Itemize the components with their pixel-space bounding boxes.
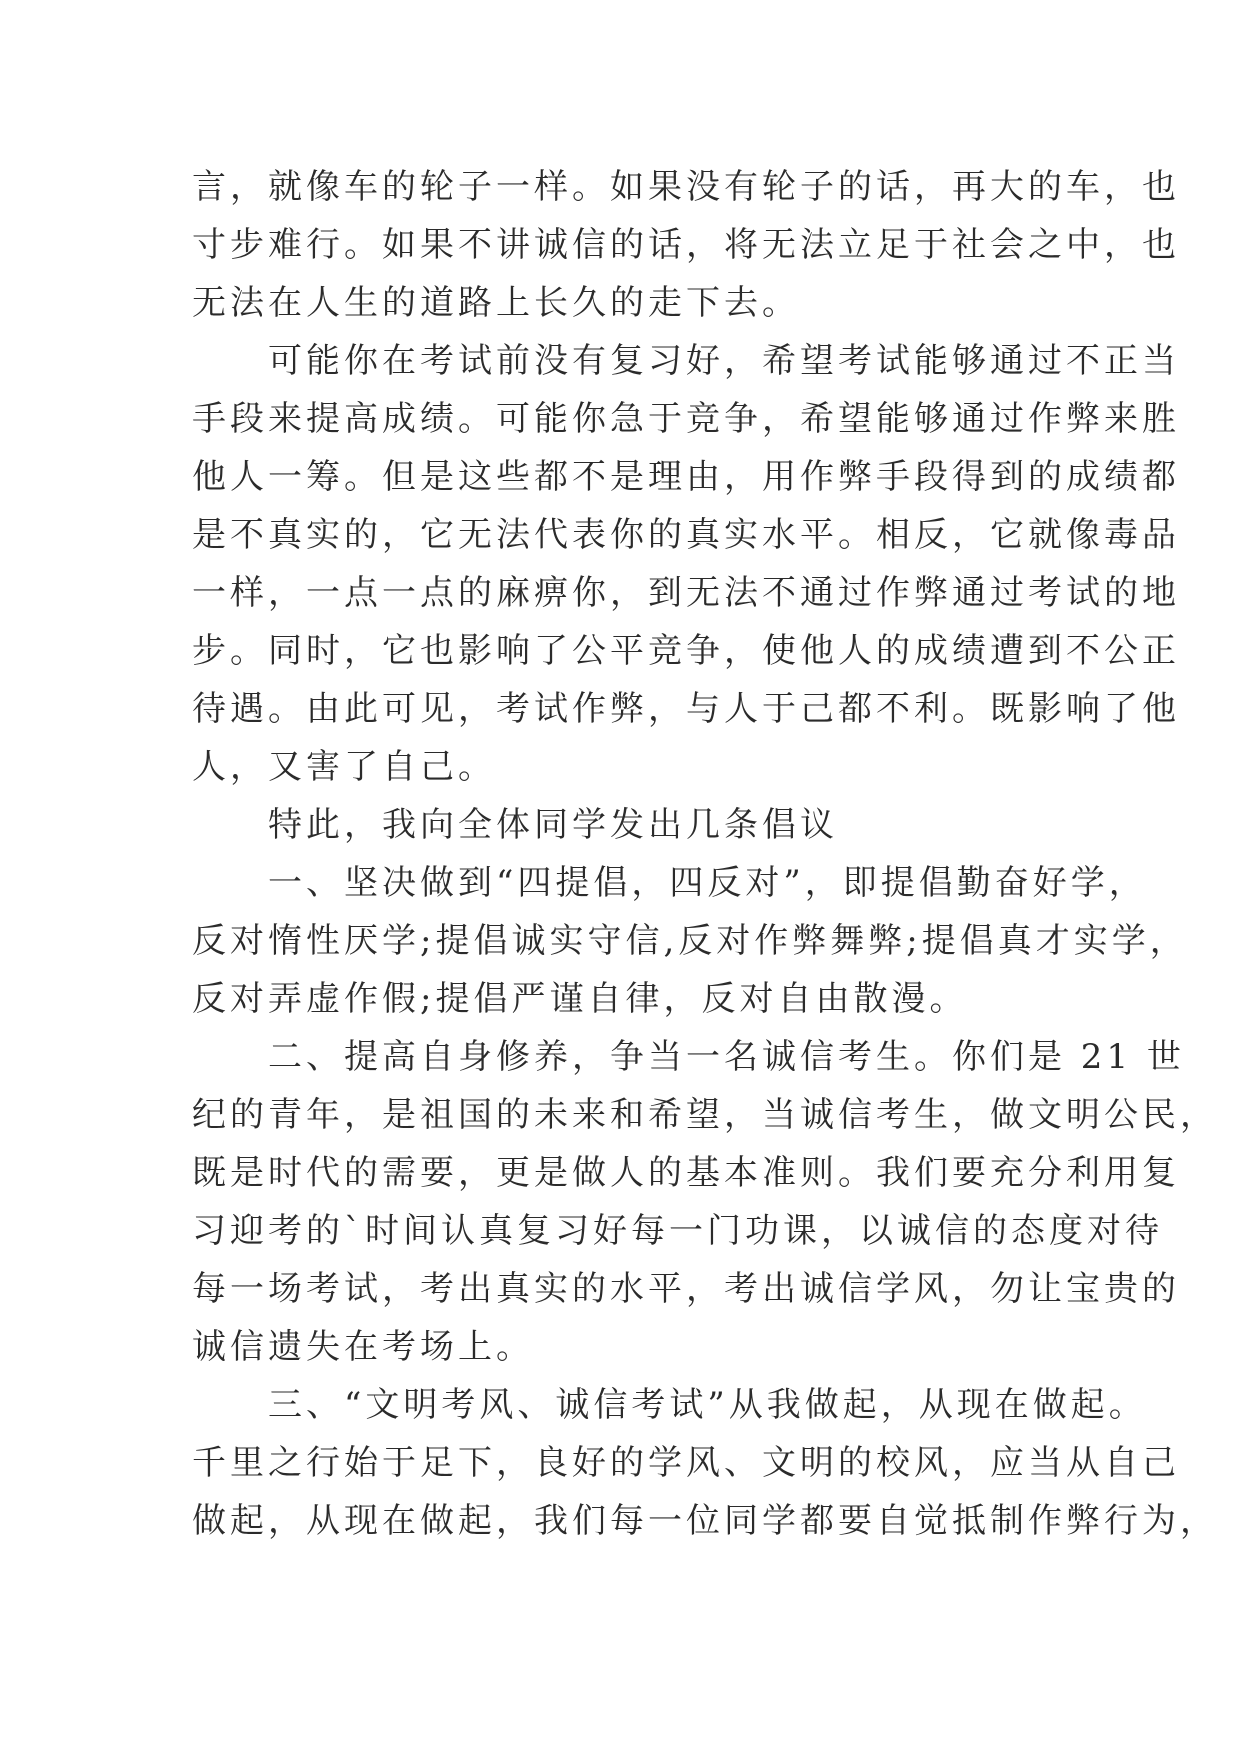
text-line: 待遇。由此可见，考试作弊，与人于己都不利。既影响了他 bbox=[192, 689, 1180, 729]
text-line: 特此，我向全体同学发出几条倡议 bbox=[268, 805, 838, 845]
text-line: 反对惰性厌学;提倡诚实守信,反对作弊舞弊;提倡真才实学， bbox=[192, 921, 1188, 961]
text-line: 可能你在考试前没有复习好，希望考试能够通过不正当 bbox=[268, 341, 1180, 381]
text-line: 手段来提高成绩。可能你急于竞争，希望能够通过作弊来胜 bbox=[192, 399, 1180, 439]
text-line: 步。同时，它也影响了公平竞争，使他人的成绩遭到不公正 bbox=[192, 631, 1180, 671]
text-line: 寸步难行。如果不讲诚信的话，将无法立足于社会之中，也 bbox=[192, 225, 1180, 265]
text-line: 是不真实的，它无法代表你的真实水平。相反，它就像毒品 bbox=[192, 515, 1180, 555]
text-line: 人，又害了自己。 bbox=[192, 747, 496, 787]
text-line: 三、“文明考风、诚信考试”从我做起，从现在做起。 bbox=[268, 1385, 1147, 1425]
text-line: 诚信遗失在考场上。 bbox=[192, 1327, 534, 1367]
text-line: 做起，从现在做起，我们每一位同学都要自觉抵制作弊行为， bbox=[192, 1501, 1218, 1541]
text-line: 一样，一点一点的麻痹你，到无法不通过作弊通过考试的地 bbox=[192, 573, 1180, 613]
text-line: 一、坚决做到“四提倡，四反对”，即提倡勤奋好学， bbox=[268, 863, 1147, 903]
text-line: 每一场考试，考出真实的水平，考出诚信学风，勿让宝贵的 bbox=[192, 1269, 1180, 1309]
text-line: 无法在人生的道路上长久的走下去。 bbox=[192, 283, 800, 323]
text-line: 反对弄虚作假;提倡严谨自律，反对自由散漫。 bbox=[192, 979, 968, 1019]
text-line: 二、提高自身修养，争当一名诚信考生。你们是 21 世 bbox=[268, 1037, 1185, 1077]
text-line: 纪的青年，是祖国的未来和希望，当诚信考生，做文明公民， bbox=[192, 1095, 1218, 1135]
text-line: 习迎考的`时间认真复习好每一门功课，以诚信的态度对待 bbox=[192, 1211, 1163, 1251]
text-line: 既是时代的需要，更是做人的基本准则。我们要充分利用复 bbox=[192, 1153, 1180, 1193]
text-line: 千里之行始于足下，良好的学风、文明的校风，应当从自己 bbox=[192, 1443, 1180, 1483]
text-line: 言，就像车的轮子一样。如果没有轮子的话，再大的车，也 bbox=[192, 167, 1180, 207]
document-body bbox=[192, 158, 1218, 1550]
text-line: 他人一筹。但是这些都不是理由，用作弊手段得到的成绩都 bbox=[192, 457, 1180, 497]
